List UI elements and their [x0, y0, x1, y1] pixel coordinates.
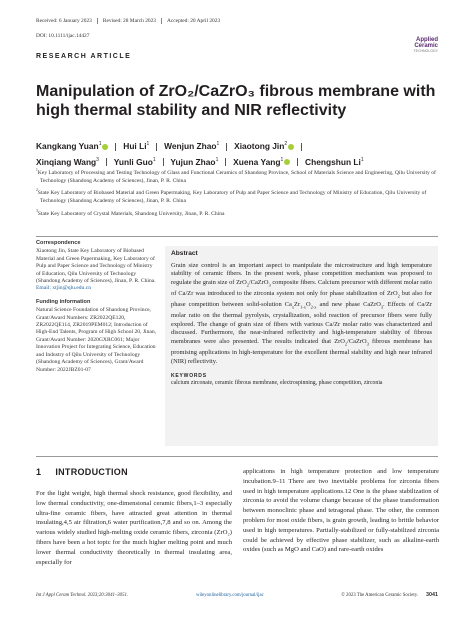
logo-line-2: Ceramic — [414, 42, 438, 49]
date-divider — [161, 18, 162, 24]
author[interactable]: Xinqiang Wang$^3$ — [36, 156, 99, 167]
divider — [36, 236, 438, 237]
author-divider — [156, 143, 157, 151]
funding-block — [36, 299, 158, 374]
article-dates — [36, 18, 220, 24]
author[interactable]: Kangkang Yuan$^1$ — [36, 141, 108, 151]
orcid-icon[interactable] — [288, 144, 294, 150]
copyright: © 2023 The American Ceramic Society. — [341, 593, 418, 598]
author-divider — [301, 143, 302, 151]
page-number: 3041 — [426, 592, 438, 598]
author[interactable]: Xuena Yang$^1$ — [233, 157, 290, 167]
divider — [36, 456, 438, 457]
author[interactable]: Wenjun Zhao$^1$ — [164, 140, 220, 151]
correspondence-text: Xiaotong Jin, State Key Laboratory of Biobased Material and Green Papermaking, Key Laboratory of Pulp and Paper Science and Technology of Ministry of Education, Qilu University of Technology (Shandong Academy of Sciences), Jinan, P. R. China. — [36, 248, 156, 285]
section-title: INTRODUCTION — [55, 467, 128, 477]
section-heading — [36, 467, 128, 477]
logo-line-1: Applied — [416, 37, 438, 43]
affiliation: $^3$State Key Laboratory of Crystal Materials, Shandong University, Jinan, P. R. China — [36, 208, 225, 217]
correspondence-heading: Correspondence — [36, 240, 81, 246]
doi[interactable]: DOI: 10.1111/ijac.14427 — [36, 33, 90, 39]
author-divider — [297, 158, 298, 166]
affiliation: $^1$Key Laboratory of Processing and Testing Technology of Glass and Functional Ceramics of Shandong Province, School of Materials Science and Engineering, Qilu University of Technology (Shandong Academy of Sciences), Jinan, P. R. China — [36, 168, 436, 184]
author[interactable]: Xiaotong Jin$^2$ — [234, 141, 294, 151]
article-type-label: RESEARCH ARTICLE — [36, 53, 132, 60]
orcid-icon[interactable] — [102, 144, 108, 150]
abstract-box — [165, 246, 438, 446]
section-number: 1 — [36, 467, 42, 477]
orcid-icon[interactable] — [284, 159, 290, 165]
author[interactable]: Hui Li$^1$ — [123, 140, 150, 151]
email-link[interactable]: Email: xtjin@qlu.edu.cn — [36, 285, 92, 292]
author-divider — [106, 158, 107, 166]
abstract-text: Grain size control is an important aspect to manipulate the microstructure and high temperature stability of ceramic fibers. In the present work, phase competition mechanism was proposed to regulate the grain size of ZrO$_2$/CaZrO$_3$ composite fibers. Calcium precursor with different molar ratio of Ca/Zr was introduced to the zirconia system not only for phase stabilization of ZrO$_2$ but also for phase competition between solid-solution $Ca_xZr_{1-x}O_{2-x}$ and new phase CaZrO$_3$. Effects of Ca/Zr molar ratio on the thermal pyrolysis, crystallization, solid reaction of precursor fibers were fully explored. The change of grain size of fibers with various Ca/Zr molar ratio was characterized and discussed. Furthermore, the near-infrared reflectivity and high-temperature stability of fibrous membranes were also presented. The results indicated that ZrO$_2$/CaZrO$_3$ fibrous membrane has promising applications in high-temperature for the excellent thermal stability and high near infrared (NIR) reflectivity. — [171, 261, 432, 365]
funding-heading: Funding information — [36, 298, 91, 305]
sidebar-info — [36, 240, 158, 380]
date-divider — [97, 18, 98, 24]
affiliation: $^2$State Key Laboratory of Biobased Material and Green Papermaking, Key Laboratory of Pulp and Paper Science and Technology of Ministry of Education, Qilu University of Technology (Shandong Academy of Sciences), Jinan, P. R. China — [36, 188, 427, 205]
abstract-heading: Abstract — [171, 250, 198, 257]
revised-date: Revised: 28 March 2023 — [102, 18, 156, 25]
logo-line-3: TECHNOLOGY — [413, 49, 438, 54]
affiliations — [36, 167, 446, 221]
funding-text: Natural Science Foundation of Shandong Province, Grant/Award Numbers: ZR2022QE120, ZR2022QE114, ZR2019PEM012; Introduction of High-End Talents, Program of High School 20, Jinan, Grant/Award Number: 2020GXRC061; Major Innovation Project for Integrating Science, Education and Industry of Qilu University of Technology (Shandong Academy of Sciences), Grant/Award Number: 2022JBZ01-07 — [36, 307, 157, 373]
journal-url[interactable]: wileyonlinelibrary.com/journal/ijac — [196, 593, 264, 598]
keywords-heading: KEYWORDS — [171, 372, 207, 379]
journal-citation: Int J Appl Ceram Technol. 2023;20:3041–3051. — [36, 593, 129, 598]
received-date: Received: 6 January 2023 — [36, 18, 92, 25]
author[interactable]: Chengshun Li$^1$ — [305, 156, 364, 167]
article-title: Manipulation of ZrO₂/CaZrO₃ fibrous membrane with high thermal stability and NIR reflectivity — [36, 83, 436, 119]
author-divider — [115, 143, 116, 151]
body-column-left: For the light weight, high thermal shock resistance, good flexibility, and low thermal conductivity, one-dimensional ceramic fibers,1–3 especially ultra-fine ceramic fibers, have attracted great attention in thermal insulating,4,5 air filtration,6 water purification,7,8 and so on. Among the various widely studied high-melting oxide ceramic fibers, zirconia (ZrO₂) fibers have been a hot topic for the much higher melting point and much lower thermal conductivity theoretically in thermal insulating area, especially for — [36, 490, 232, 566]
body-column-right: applications in high temperature protection and low temperature incubation.9–11 There are two inevitable problems for zirconia fibers used in high temperature applications.12 One is the phase stabilization of zirconia to avoid the volume change because of the phase transformation between monoclinic phase and tetragonal phase. The other, the common problem for most oxide fibers, is grain growth, leading to brittle behavior used in high temperatures. Partially-stabilized or fully-stabilized zirconia could be achieved by effective phase stabilizer, such as alkaline-earth oxides (such as MgO and CaO) and rare-earth oxides — [243, 468, 439, 554]
accepted-date: Accepted: 20 April 2023 — [167, 18, 221, 25]
author-list — [36, 137, 446, 169]
journal-logo[interactable] — [398, 38, 438, 55]
correspondence-block — [36, 240, 158, 293]
author-divider — [226, 143, 227, 151]
author-divider — [163, 158, 164, 166]
author[interactable]: Yunli Guo$^1$ — [113, 156, 156, 167]
keywords-text: calcium zirconate, ceramic fibrous membrane, electrospinning, phase competition, zirconia — [171, 380, 383, 387]
author[interactable]: Yujun Zhao$^1$ — [170, 156, 219, 167]
author-divider — [225, 158, 226, 166]
